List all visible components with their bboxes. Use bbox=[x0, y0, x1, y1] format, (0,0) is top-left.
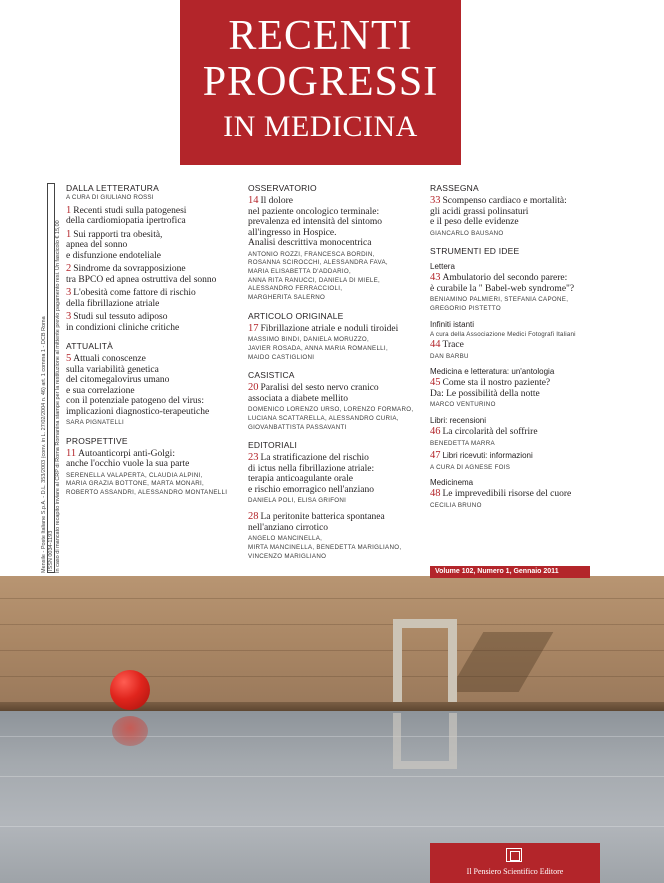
photo-wall bbox=[0, 576, 664, 702]
toc-item[interactable] bbox=[248, 512, 426, 533]
page-number: 20 bbox=[248, 382, 259, 394]
title-line-2: PROGRESSI bbox=[202, 59, 439, 105]
page-number: 17 bbox=[248, 322, 259, 334]
section-heading: ARTICOLO ORIGINALE bbox=[248, 310, 344, 321]
red-ball bbox=[110, 670, 150, 710]
water-ripple bbox=[0, 736, 664, 737]
article-title: Autoanticorpi anti-Golgi: anche l'occhio vuole la sua parte bbox=[66, 448, 190, 470]
page-number: 45 bbox=[430, 377, 441, 389]
wall-line bbox=[0, 598, 664, 599]
article-title: Sindrome da sovrapposizione tra BPCO ed apnea ostruttiva del sonno bbox=[66, 264, 217, 285]
cover-photo bbox=[0, 576, 664, 883]
wall-line bbox=[0, 624, 664, 625]
publisher-box bbox=[430, 843, 600, 883]
article-title: Come sta il nostro paziente? Da: Le possibilità della notte bbox=[430, 378, 551, 399]
article-title: L'obesità come fattore di rischio della fibrillazione atriale bbox=[66, 288, 196, 309]
postal-line-2: In caso di mancato recapito inviare al CRP di Roma Romanina stampe per la restituzione al mittente previo pagamento resi. Un fascicolo € 15,00 bbox=[55, 220, 61, 573]
toc-item[interactable] bbox=[248, 196, 426, 249]
article-title: La peritonite batterica spontanea nell'anziano cirrotico bbox=[248, 512, 385, 533]
page-number: 48 bbox=[430, 488, 441, 500]
wall-line bbox=[0, 676, 664, 677]
section-heading: DALLA LETTERATURA bbox=[66, 183, 159, 193]
postal-line-1: Mensile - Poste Italiane S.p.A. - D.L. 353/2003 (conv. in L. 27/02/2004 n. 46) art. 1 comma 1 - DCB Roma bbox=[41, 316, 47, 573]
wall-line bbox=[0, 650, 664, 651]
toc-item[interactable] bbox=[66, 449, 246, 470]
toc-item[interactable] bbox=[430, 378, 620, 399]
article-authors: GIANCARLO BAUSANO bbox=[430, 229, 504, 237]
page-number: 46 bbox=[430, 426, 441, 438]
subsection-heading: Infiniti istanti bbox=[430, 319, 475, 329]
toc-item[interactable] bbox=[66, 264, 246, 285]
article-authors: CECILIA BRUNO bbox=[430, 501, 482, 509]
page-number: 2 bbox=[66, 263, 72, 274]
water-ripple bbox=[0, 776, 664, 777]
toc-item[interactable] bbox=[430, 451, 620, 462]
page-number: 44 bbox=[430, 339, 441, 351]
article-authors: ANTONIO ROZZI, FRANCESCA BORDIN, ROSANNA SCIROCCHI, ALESSANDRA FAVA, MARIA ELISABETTA D'ADDARIO, ANNA RITA RANUCCI, DANIELA DI MIELE, ALESSANDRO FERRACCIOLI, MARGHERITA SALERNO bbox=[248, 250, 388, 302]
toc-item[interactable] bbox=[430, 427, 620, 438]
toc-item[interactable] bbox=[248, 453, 426, 495]
toc-item[interactable] bbox=[430, 196, 620, 228]
page-number: 3 bbox=[66, 311, 72, 322]
article-title: Trace bbox=[442, 340, 464, 351]
masthead bbox=[180, 0, 461, 165]
section-heading: EDITORIALI bbox=[248, 440, 298, 451]
article-authors: BENIAMINO PALMIERI, STEFANIA CAPONE, GREGORIO PISTETTO bbox=[430, 296, 569, 312]
section-credit: A CURA DI GIULIANO ROSSI bbox=[66, 194, 154, 201]
article-title: Ambulatorio del secondo parere: è curabile la " Babel-web syndrome"? bbox=[430, 273, 575, 294]
subsection-heading: Lettera bbox=[430, 262, 455, 272]
concrete-frame bbox=[393, 619, 457, 707]
page-number: 11 bbox=[66, 447, 77, 459]
article-title: Studi sul tessuto adiposo in condizioni cliniche critiche bbox=[66, 312, 180, 333]
toc-item[interactable] bbox=[248, 383, 426, 404]
article-title: Recenti studi sulla patogenesi della cardiomiopatia ipertrofica bbox=[66, 205, 187, 226]
article-title: Fibrillazione atriale e noduli tiroidei bbox=[260, 323, 399, 334]
page-number: 1 bbox=[66, 228, 72, 240]
volume-banner: Volume 102, Numero 1, Gennaio 2011 bbox=[430, 566, 590, 578]
article-title: Attuali conoscenze sulla variabilità genetica del citomegalovirus umano e sua correlazione con il potenziale patogeno del virus: implicazioni diagnostico-terapeutiche bbox=[66, 354, 210, 417]
photo-ledge bbox=[0, 702, 664, 711]
article-title: La stratificazione del rischio di ictus nella fibrillazione atriale: terapia anticoagulante orale e rischio emorragico nell'anziano bbox=[248, 453, 375, 495]
article-title: La circolarità del soffrire bbox=[442, 427, 538, 438]
article-title: Paralisi del sesto nervo cranico associata a diabete mellito bbox=[248, 383, 379, 404]
page-number: 14 bbox=[248, 195, 259, 206]
article-authors: DAN BARBU bbox=[430, 352, 469, 360]
toc-item[interactable] bbox=[430, 340, 620, 351]
page-number: 1 bbox=[66, 204, 72, 216]
section-heading: OSSERVATORIO bbox=[248, 183, 317, 193]
water-ripple bbox=[0, 826, 664, 827]
article-authors: DANIELA POLI, ELISA GRIFONI bbox=[248, 497, 347, 505]
toc-item[interactable] bbox=[248, 324, 426, 335]
page-number: 43 bbox=[430, 272, 441, 284]
publisher-name: Il Pensiero Scientifico Editore bbox=[466, 867, 564, 876]
article-title: Scompenso cardiaco e mortalità: gli acidi grassi polinsaturi e il peso delle evidenze bbox=[430, 196, 567, 227]
toc-item[interactable] bbox=[430, 273, 620, 294]
toc-column-2 bbox=[248, 183, 426, 561]
page-number: 5 bbox=[66, 353, 72, 364]
section-heading: ATTUALITÀ bbox=[66, 341, 113, 351]
article-authors: A CURA DI AGNESE FOIS bbox=[430, 463, 511, 471]
toc-item[interactable] bbox=[66, 288, 246, 309]
toc-item[interactable] bbox=[430, 489, 620, 500]
toc-column-3 bbox=[430, 183, 620, 511]
page-number: 23 bbox=[248, 452, 259, 464]
title-line-3: IN MEDICINA bbox=[223, 110, 418, 143]
issn-box: ISSN 0034-1193 bbox=[47, 183, 55, 573]
section-credit: A cura della Associazione Medici Fotografi Italiani bbox=[430, 330, 576, 338]
title-line-1: RECENTI bbox=[228, 13, 413, 59]
toc-item[interactable] bbox=[66, 206, 246, 227]
toc-item[interactable] bbox=[66, 312, 246, 333]
red-ball-reflection bbox=[112, 716, 148, 746]
postal-info bbox=[41, 183, 61, 573]
toc-item[interactable] bbox=[66, 354, 246, 417]
article-title: Il dolore nel paziente oncologico terminale: prevalenza ed intensità del sintomo all'ingresso in Hospice. Analisi descrittiva monocentrica bbox=[248, 196, 383, 248]
section-heading: CASISTICA bbox=[248, 370, 295, 381]
subsection-heading: Libri: recensioni bbox=[430, 416, 487, 426]
section-heading: PROSPETTIVE bbox=[66, 435, 128, 446]
page-number: 47 bbox=[430, 450, 441, 462]
page-number: 3 bbox=[66, 287, 72, 298]
publisher-logo-icon bbox=[506, 848, 522, 862]
article-authors: SERENELLA VALAPERTA, CLAUDIA ALPINI, MARIA GRAZIA BOTTONE, MARTA MONARI, ROBERTO ASSANDRI, ALESSANDRO MONTANELLI bbox=[66, 471, 228, 497]
article-authors: ANGELO MANCINELLA, MIRTA MANCINELLA, BENEDETTA MARIGLIANO, VINCENZO MARIGLIANO bbox=[248, 535, 402, 560]
article-title: Le imprevedibili risorse del cuore bbox=[442, 489, 572, 500]
page-number: 28 bbox=[248, 511, 259, 523]
article-authors: MASSIMO BINDI, DANIELA MORUZZO, JAVIER ROSADA, ANNA MARIA ROMANELLI, MAIDO CASTIGLIONI bbox=[248, 336, 388, 361]
article-authors: DOMENICO LORENZO URSO, LORENZO FORMARO, LUCIANA SCATTARELLA, ALESSANDRO CURIA, GIOVANBATTISTA PASSAVANTI bbox=[248, 406, 414, 431]
toc-column-1 bbox=[66, 183, 246, 498]
toc-item[interactable] bbox=[66, 230, 246, 262]
article-authors: MARCO VENTURINO bbox=[430, 401, 496, 409]
section-heading: STRUMENTI ED IDEE bbox=[430, 246, 520, 257]
article-authors: BENEDETTA MARRA bbox=[430, 439, 495, 447]
frame-reflection bbox=[393, 713, 457, 769]
article-authors: SARA PIGNATELLI bbox=[66, 419, 125, 426]
article-title: Libri ricevuti: informazioni bbox=[442, 451, 533, 461]
subsection-heading: Medicinema bbox=[430, 478, 474, 488]
section-heading: RASSEGNA bbox=[430, 183, 479, 193]
subsection-heading: Medicina e letteratura: un'antologia bbox=[430, 367, 555, 377]
article-title: Sui rapporti tra obesità, apnea del sonno e disfunzione endoteliale bbox=[66, 229, 163, 261]
page-number: 33 bbox=[430, 195, 441, 206]
